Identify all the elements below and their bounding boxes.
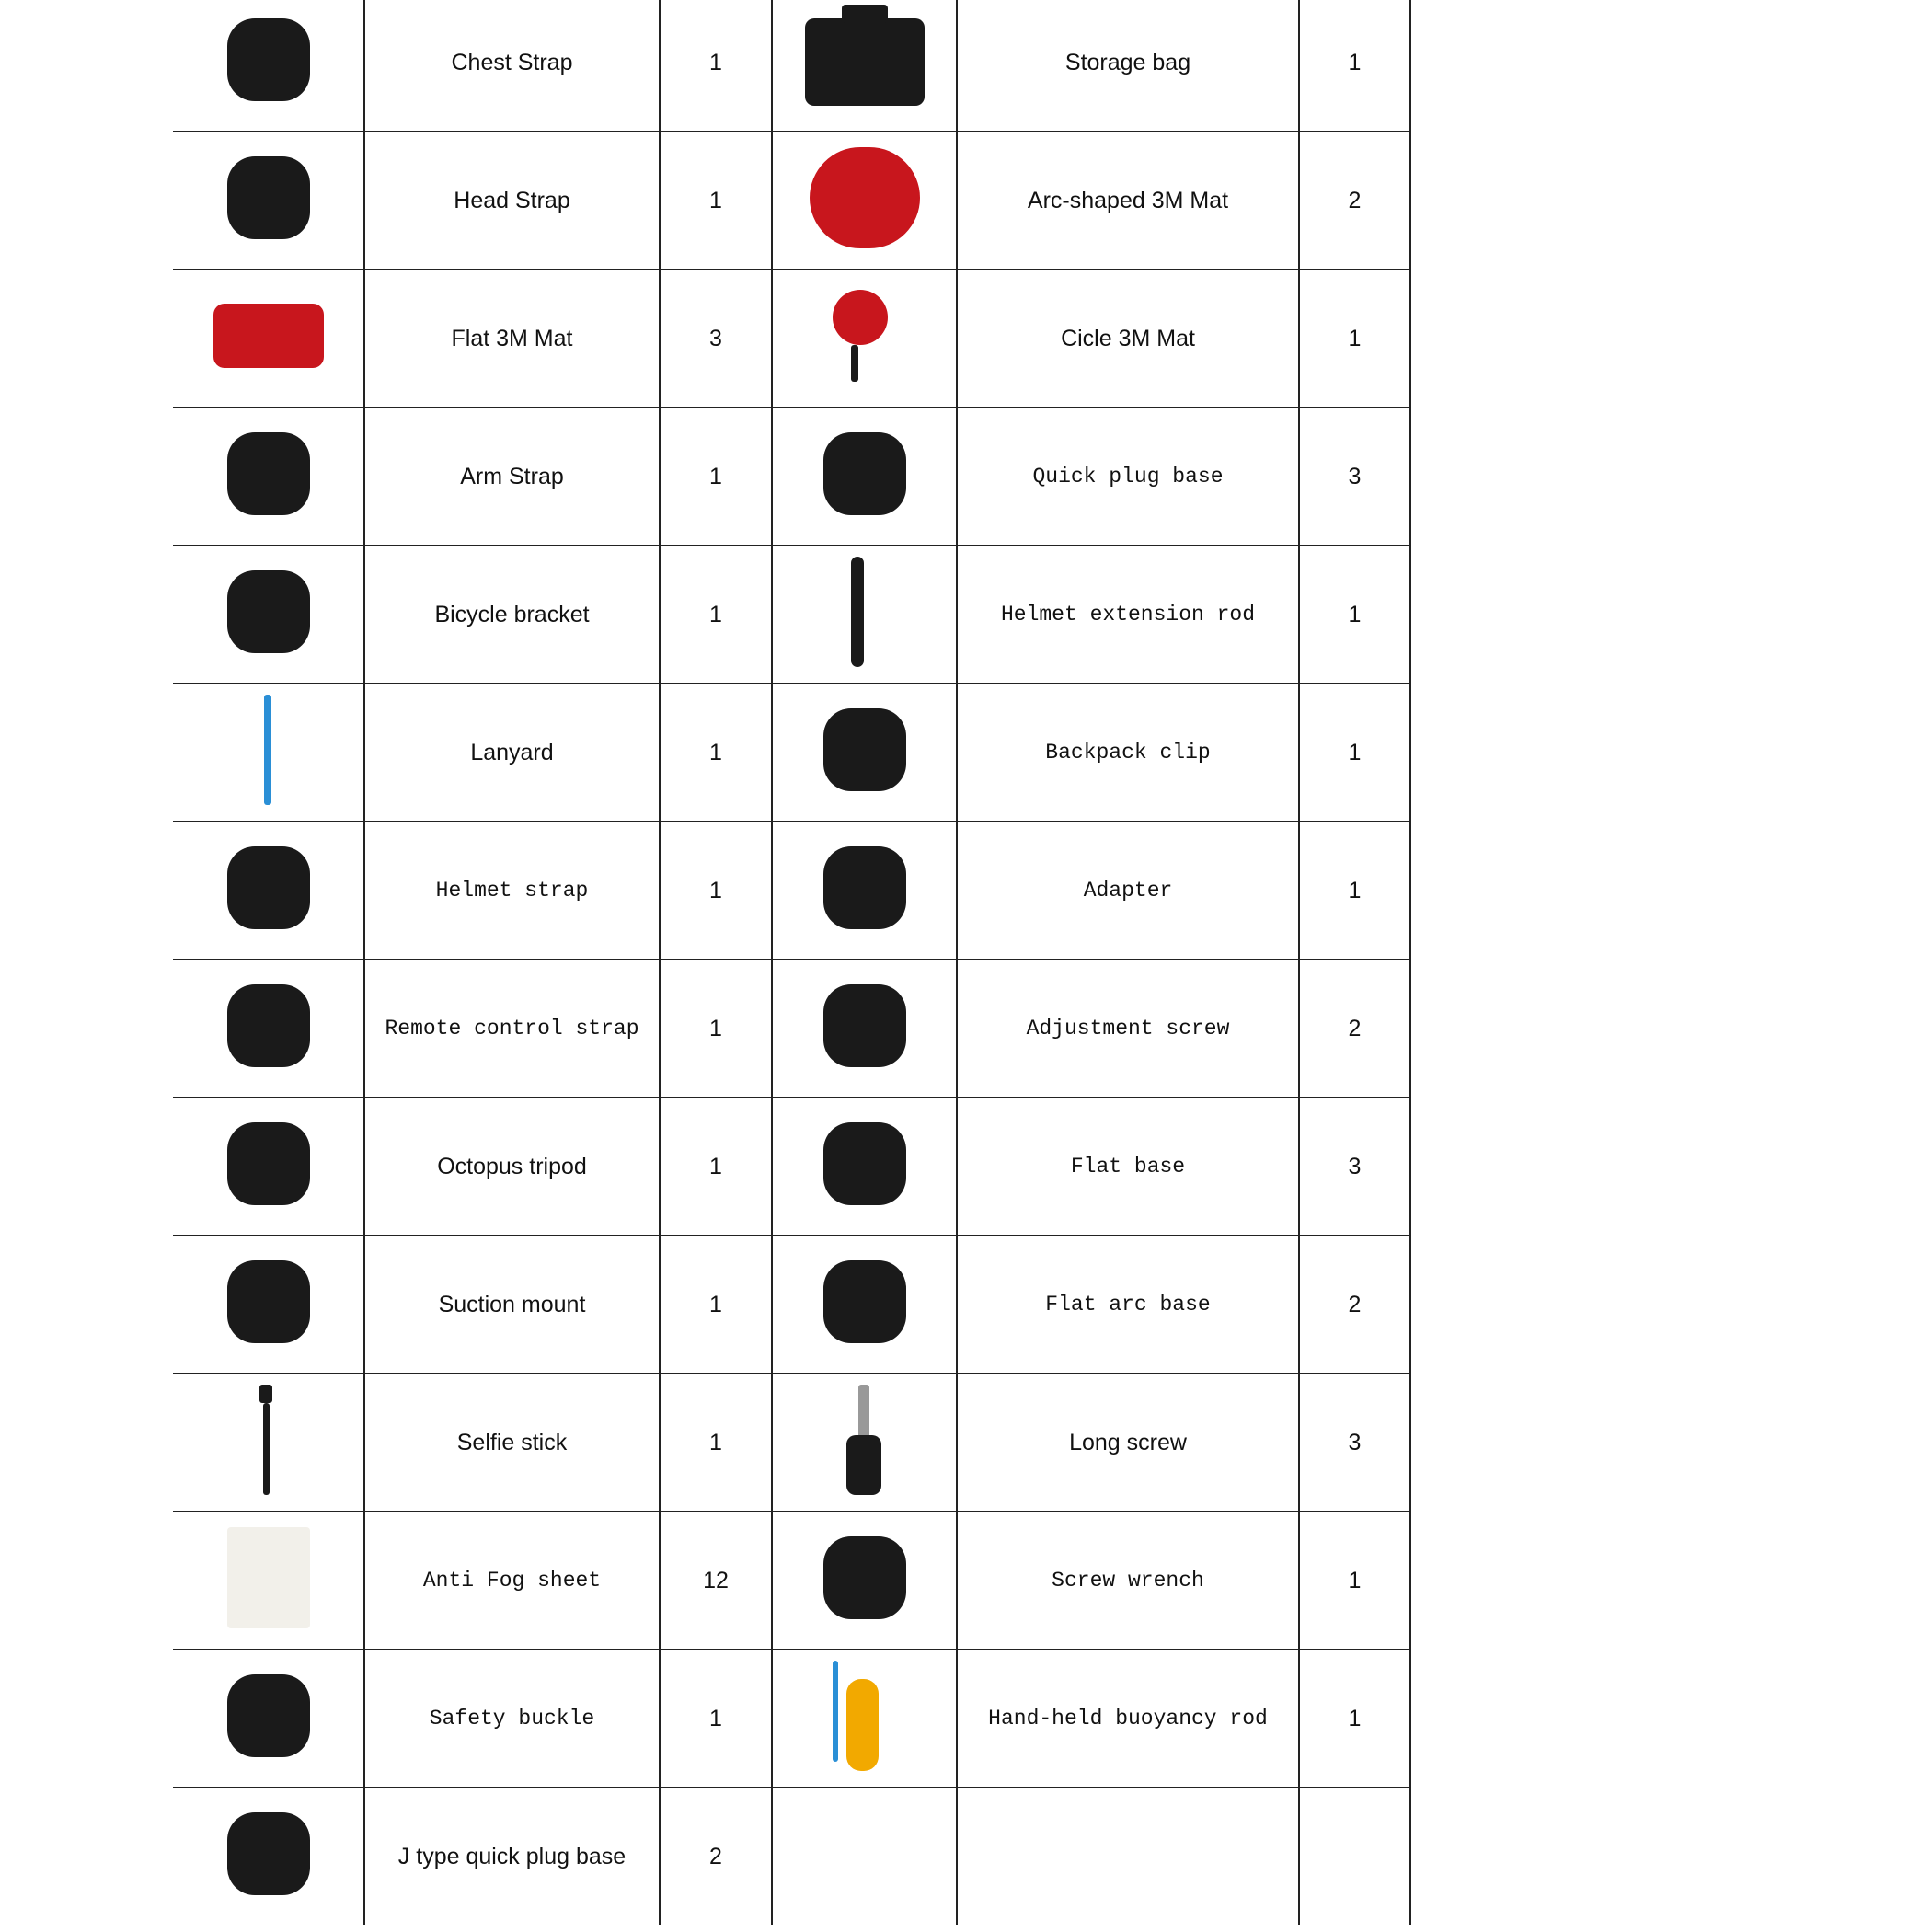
image-shape <box>810 147 920 248</box>
item-image-cell <box>173 822 364 960</box>
image-shape <box>227 18 310 101</box>
suction-mount-image <box>200 1247 338 1357</box>
item-quantity: 1 <box>660 822 772 960</box>
table-row <box>173 1650 1410 1788</box>
image-shape <box>823 1536 906 1619</box>
image-shape <box>851 345 858 382</box>
item-name: Quick plug base <box>957 408 1299 546</box>
image-shape <box>833 290 888 345</box>
screw-wrench-image <box>796 1523 934 1633</box>
item-name: Head Strap <box>364 132 660 270</box>
item-quantity: 1 <box>1299 822 1410 960</box>
long-screw-image <box>796 1385 934 1495</box>
flat-base-image <box>796 1109 934 1219</box>
item-image-cell <box>173 1236 364 1374</box>
item-quantity: 1 <box>660 684 772 822</box>
item-name: Helmet extension rod <box>957 546 1299 684</box>
table-row <box>173 408 1410 546</box>
table-row <box>173 1098 1410 1236</box>
item-image-cell <box>173 1788 364 1925</box>
empty-cell <box>957 1788 1299 1925</box>
item-name: Anti Fog sheet <box>364 1512 660 1650</box>
item-quantity: 1 <box>1299 270 1410 408</box>
lanyard-image <box>200 695 338 805</box>
empty-cell <box>1299 1788 1410 1925</box>
item-image-cell <box>173 684 364 822</box>
image-shape <box>823 432 906 515</box>
image-shape <box>264 695 271 805</box>
image-shape <box>227 156 310 239</box>
item-image-cell <box>173 270 364 408</box>
item-name: Bicycle bracket <box>364 546 660 684</box>
table-row <box>173 1512 1410 1650</box>
image-shape <box>227 1674 310 1757</box>
safety-buckle-image <box>200 1661 338 1771</box>
item-quantity: 2 <box>660 1788 772 1925</box>
image-shape <box>227 432 310 515</box>
image-shape <box>227 1812 310 1895</box>
item-image-cell <box>772 270 957 408</box>
accessory-table <box>173 0 1411 1925</box>
item-image-cell <box>772 822 957 960</box>
image-shape <box>259 1385 272 1403</box>
item-name: Flat arc base <box>957 1236 1299 1374</box>
table-row <box>173 1374 1410 1512</box>
item-quantity: 1 <box>660 1236 772 1374</box>
item-image-cell <box>173 960 364 1098</box>
item-image-cell <box>173 132 364 270</box>
item-name: Helmet strap <box>364 822 660 960</box>
image-shape <box>213 304 324 368</box>
item-image-cell <box>772 546 957 684</box>
item-quantity: 1 <box>660 132 772 270</box>
item-name: Arc-shaped 3M Mat <box>957 132 1299 270</box>
item-quantity: 3 <box>1299 408 1410 546</box>
j-type-quick-plug-base-image <box>200 1799 338 1909</box>
item-quantity: 1 <box>660 1650 772 1788</box>
item-name: Lanyard <box>364 684 660 822</box>
quick-plug-base-image <box>796 419 934 529</box>
item-image-cell <box>772 1374 957 1512</box>
backpack-clip-image <box>796 695 934 805</box>
image-shape <box>851 557 864 667</box>
item-name: Adjustment screw <box>957 960 1299 1098</box>
image-shape <box>227 846 310 929</box>
table-row <box>173 132 1410 270</box>
image-shape <box>227 1260 310 1343</box>
item-quantity: 1 <box>660 960 772 1098</box>
item-image-cell <box>772 1098 957 1236</box>
item-image-cell <box>772 1512 957 1650</box>
item-name: Suction mount <box>364 1236 660 1374</box>
flat-3m-mat-image <box>200 281 338 391</box>
item-quantity: 1 <box>660 1374 772 1512</box>
image-shape <box>846 1435 881 1495</box>
item-image-cell <box>772 0 957 132</box>
item-quantity: 1 <box>1299 684 1410 822</box>
item-quantity: 1 <box>1299 546 1410 684</box>
item-quantity: 3 <box>1299 1098 1410 1236</box>
table-row <box>173 0 1410 132</box>
table-row <box>173 270 1410 408</box>
item-image-cell <box>173 1650 364 1788</box>
item-name: Safety buckle <box>364 1650 660 1788</box>
item-image-cell <box>173 1512 364 1650</box>
image-shape <box>842 5 888 23</box>
image-shape <box>823 1260 906 1343</box>
table-row <box>173 684 1410 822</box>
helmet-extension-rod-image <box>796 557 934 667</box>
item-name: Cicle 3M Mat <box>957 270 1299 408</box>
item-name: Flat base <box>957 1098 1299 1236</box>
table-row <box>173 546 1410 684</box>
empty-cell <box>772 1788 957 1925</box>
item-image-cell <box>772 960 957 1098</box>
item-quantity: 1 <box>660 1098 772 1236</box>
item-image-cell <box>173 1098 364 1236</box>
item-image-cell <box>173 0 364 132</box>
item-name: Octopus tripod <box>364 1098 660 1236</box>
item-quantity: 1 <box>660 546 772 684</box>
item-name: Adapter <box>957 822 1299 960</box>
item-image-cell <box>173 408 364 546</box>
item-image-cell <box>772 1650 957 1788</box>
arc-3m-mat-image <box>796 143 934 253</box>
anti-fog-sheet-image <box>200 1523 338 1633</box>
item-name: Arm Strap <box>364 408 660 546</box>
item-image-cell <box>772 684 957 822</box>
image-shape <box>227 1527 310 1628</box>
selfie-stick-image <box>200 1385 338 1495</box>
item-name: Flat 3M Mat <box>364 270 660 408</box>
image-shape <box>858 1385 869 1440</box>
image-shape <box>263 1403 270 1495</box>
item-quantity: 3 <box>1299 1374 1410 1512</box>
head-strap-image <box>200 143 338 253</box>
table-row <box>173 1788 1410 1925</box>
item-name: Hand-held buoyancy rod <box>957 1650 1299 1788</box>
octopus-tripod-image <box>200 1109 338 1219</box>
item-name: Storage bag <box>957 0 1299 132</box>
image-shape <box>846 1679 879 1771</box>
item-name: Remote control strap <box>364 960 660 1098</box>
table-row <box>173 822 1410 960</box>
image-shape <box>833 1661 838 1762</box>
image-shape <box>227 570 310 653</box>
adapter-image <box>796 833 934 943</box>
image-shape <box>805 18 925 106</box>
flat-arc-base-image <box>796 1247 934 1357</box>
item-image-cell <box>772 132 957 270</box>
item-name: Selfie stick <box>364 1374 660 1512</box>
helmet-strap-image <box>200 833 338 943</box>
item-quantity: 2 <box>1299 132 1410 270</box>
item-quantity: 2 <box>1299 1236 1410 1374</box>
chest-strap-image <box>200 5 338 115</box>
item-quantity: 1 <box>1299 0 1410 132</box>
bicycle-bracket-image <box>200 557 338 667</box>
image-shape <box>823 708 906 791</box>
item-name: Screw wrench <box>957 1512 1299 1650</box>
item-image-cell <box>772 408 957 546</box>
storage-bag-image <box>796 5 934 115</box>
item-quantity: 1 <box>1299 1650 1410 1788</box>
arm-strap-image <box>200 419 338 529</box>
item-name: Backpack clip <box>957 684 1299 822</box>
item-quantity: 1 <box>660 0 772 132</box>
item-quantity: 2 <box>1299 960 1410 1098</box>
item-quantity: 1 <box>660 408 772 546</box>
item-quantity: 3 <box>660 270 772 408</box>
adjustment-screw-image <box>796 971 934 1081</box>
image-shape <box>823 984 906 1067</box>
item-quantity: 12 <box>660 1512 772 1650</box>
item-name: Chest Strap <box>364 0 660 132</box>
item-image-cell <box>173 1374 364 1512</box>
image-shape <box>823 1122 906 1205</box>
buoyancy-rod-image <box>796 1661 934 1771</box>
item-name: Long screw <box>957 1374 1299 1512</box>
table-row <box>173 960 1410 1098</box>
item-image-cell <box>772 1236 957 1374</box>
image-shape <box>227 984 310 1067</box>
image-shape <box>227 1122 310 1205</box>
circle-3m-mat-image <box>796 281 934 391</box>
table-row <box>173 1236 1410 1374</box>
image-shape <box>823 846 906 929</box>
item-name: J type quick plug base <box>364 1788 660 1925</box>
remote-control-strap-image <box>200 971 338 1081</box>
item-quantity: 1 <box>1299 1512 1410 1650</box>
item-image-cell <box>173 546 364 684</box>
